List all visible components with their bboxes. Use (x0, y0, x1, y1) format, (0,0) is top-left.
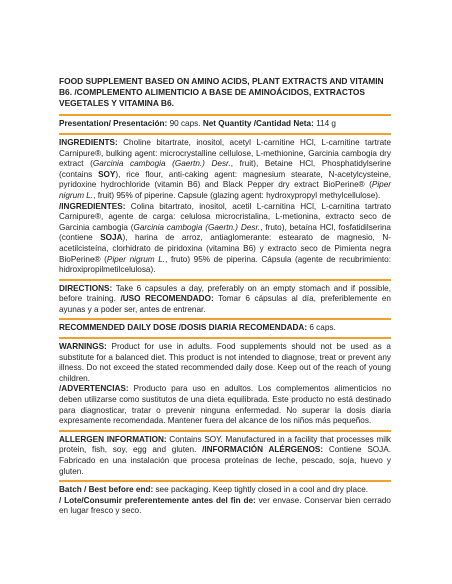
ingredientes-label: /INGREDIENTES: (59, 201, 126, 211)
directions-text: Take 6 capsules a day, preferably on an empty stomach and if possible, before training. (59, 283, 391, 304)
presentation-label: Presentation/ Presentación: (59, 119, 168, 129)
ingredients-es (59, 202, 391, 276)
allergen-highlight: SOY (98, 169, 116, 179)
uso-recomendado-label: /USO RECOMENDADO: (120, 294, 214, 304)
ingredients-italic: Garcinia cambogia (Gaertn.) Desr. (92, 159, 231, 169)
lote-text: ver envase. Conservar bien cerrado en lugar fresco y seco. (59, 495, 391, 516)
ingredientes-text: , fruto) 95% de piperina. Cápsula (agente de recubrimiento: hidroxipropilmetilcelulosa). (59, 254, 391, 275)
warnings-label: WARNINGS: (59, 342, 107, 352)
lote-label: / Lote/Consumir preferentemente antes del fin de: (59, 495, 256, 505)
advertencias-text: Producto para uso en adultos. Los complementos alimenticios no deben utilizarse como sustitutos de una dieta equilibrada. Este producto no está destinado para diagnosticar, tratar o prevenir ninguna enfermedad. No superar la dosis diaria expresamente recomendada. Mantener fuera del alcance de los niños más pequeños. (59, 384, 391, 426)
alergenos-label: /INFORMACIÓN ALÉRGENOS: (202, 445, 324, 455)
directions-section (59, 281, 391, 319)
ingredientes-italic: Piper nigrum L. (106, 254, 166, 264)
ingredients-label: INGREDIENTS: (59, 137, 118, 147)
presentation-section (59, 116, 391, 133)
advertencias-label: /ADVERTENCIAS: (59, 384, 129, 394)
daily-dose-label: RECOMMENDED DAILY DOSE /DOSIS DIARIA RECOMENDADA: (59, 323, 308, 333)
ingredientes-text: Colina bitartrato, inositol, acetil L-carnitina HCl, L-carnitina tartrato Carnipure®, agente de carga: celulosa microcristalina, L-metionina, extracto seco de Garcinia cambogia ( (59, 201, 391, 232)
ingredients-text: ), rice flour, anti-caking agent: magnesium stearate, N-acetylcysteine, pyridoxine hydrochloride (vitamin B6) and Black Pepper dry extract BioPerine® ( (59, 169, 391, 190)
alergenos-text: Contiene SOJA. Fabricado en una instalación que procesa proteínas de leche, pescado, soja, huevo y gluten. (59, 445, 391, 476)
ingredientes-text: , fruto), betaína HCl, fosfatidilserina (contiene (59, 222, 391, 243)
supplement-label (59, 76, 391, 520)
ingredients-section (59, 135, 391, 279)
uso-recomendado-text: Tomar 6 cápsulas al día, preferiblemente en ayunas y a poder ser, antes de entrenar. (59, 294, 391, 314)
net-quantity-value: 114 g (313, 119, 336, 129)
ingredients-text: Choline bitartrate, inositol, acetyl L-carnitine HCl, L-carnitine tartrate Carnipure®, bulking agent: microcrystalline cellulose, L-methionine, Garcinia cambogia dry extract ( (59, 137, 391, 169)
warnings-text: Product for use in adults. Food supplements should not be used as a substitute for a balanced diet. This product is not intended to diagnose, treat or prevent any illness. Do not exceed the stated recommended daily dose. Keep out of the reach of young children. (59, 342, 391, 383)
ingredientes-text: ), harina de arroz, antiaglomerante: estearato de magnesio, N-acetilcisteína, clorhidrato de piridoxina (vitamina B6) y extracto seco de Pimienta negra BioPerine® ( (59, 233, 391, 264)
batch-text: see packaging. Keep tightly closed in a cool and dry place. (153, 485, 369, 495)
allergen-label: ALLERGEN INFORMATION: (59, 434, 167, 444)
daily-dose-value: 6 caps. (307, 323, 336, 333)
net-quantity-label: Net Quantity /Cantidad Neta: (202, 119, 314, 129)
ingredientes-italic: Garcinia cambogia (Gaertn.) Desr. (133, 222, 261, 232)
directions-label: DIRECTIONS: (59, 283, 113, 293)
ingredients-italic: Piper nigrum L. (59, 180, 391, 200)
ingredients-text: , fruit), Betaine HCl, Phosphatidylserine (contains (59, 159, 392, 179)
batch-label: Batch / Best before end: (59, 485, 154, 495)
daily-dose-section (59, 320, 391, 337)
ingredients-text: , fruit) 95% of piperine. Capsule (glazing agent: hydroxypropyl methylcellulose). (93, 190, 381, 200)
allergen-section (59, 432, 391, 480)
ingredients-en (59, 138, 391, 202)
product-title: FOOD SUPPLEMENT BASED ON AMINO ACIDS, PLANT EXTRACTS AND VITAMIN B6. /COMPLEMENTO ALIMENTICIO A BASE DE AMINOÁCIDOS, EXTRACTOS VEGETALES Y VITAMINA B6. (59, 76, 384, 108)
warnings-section (59, 339, 391, 430)
presentation-value: 90 caps. (167, 119, 203, 129)
allergen-highlight: SOJA (100, 233, 123, 243)
batch-section (59, 482, 391, 520)
allergen-text: Contains SOY. Manufactured in a facility that processes milk protein, fish, soy, egg and gluten. (59, 434, 391, 455)
